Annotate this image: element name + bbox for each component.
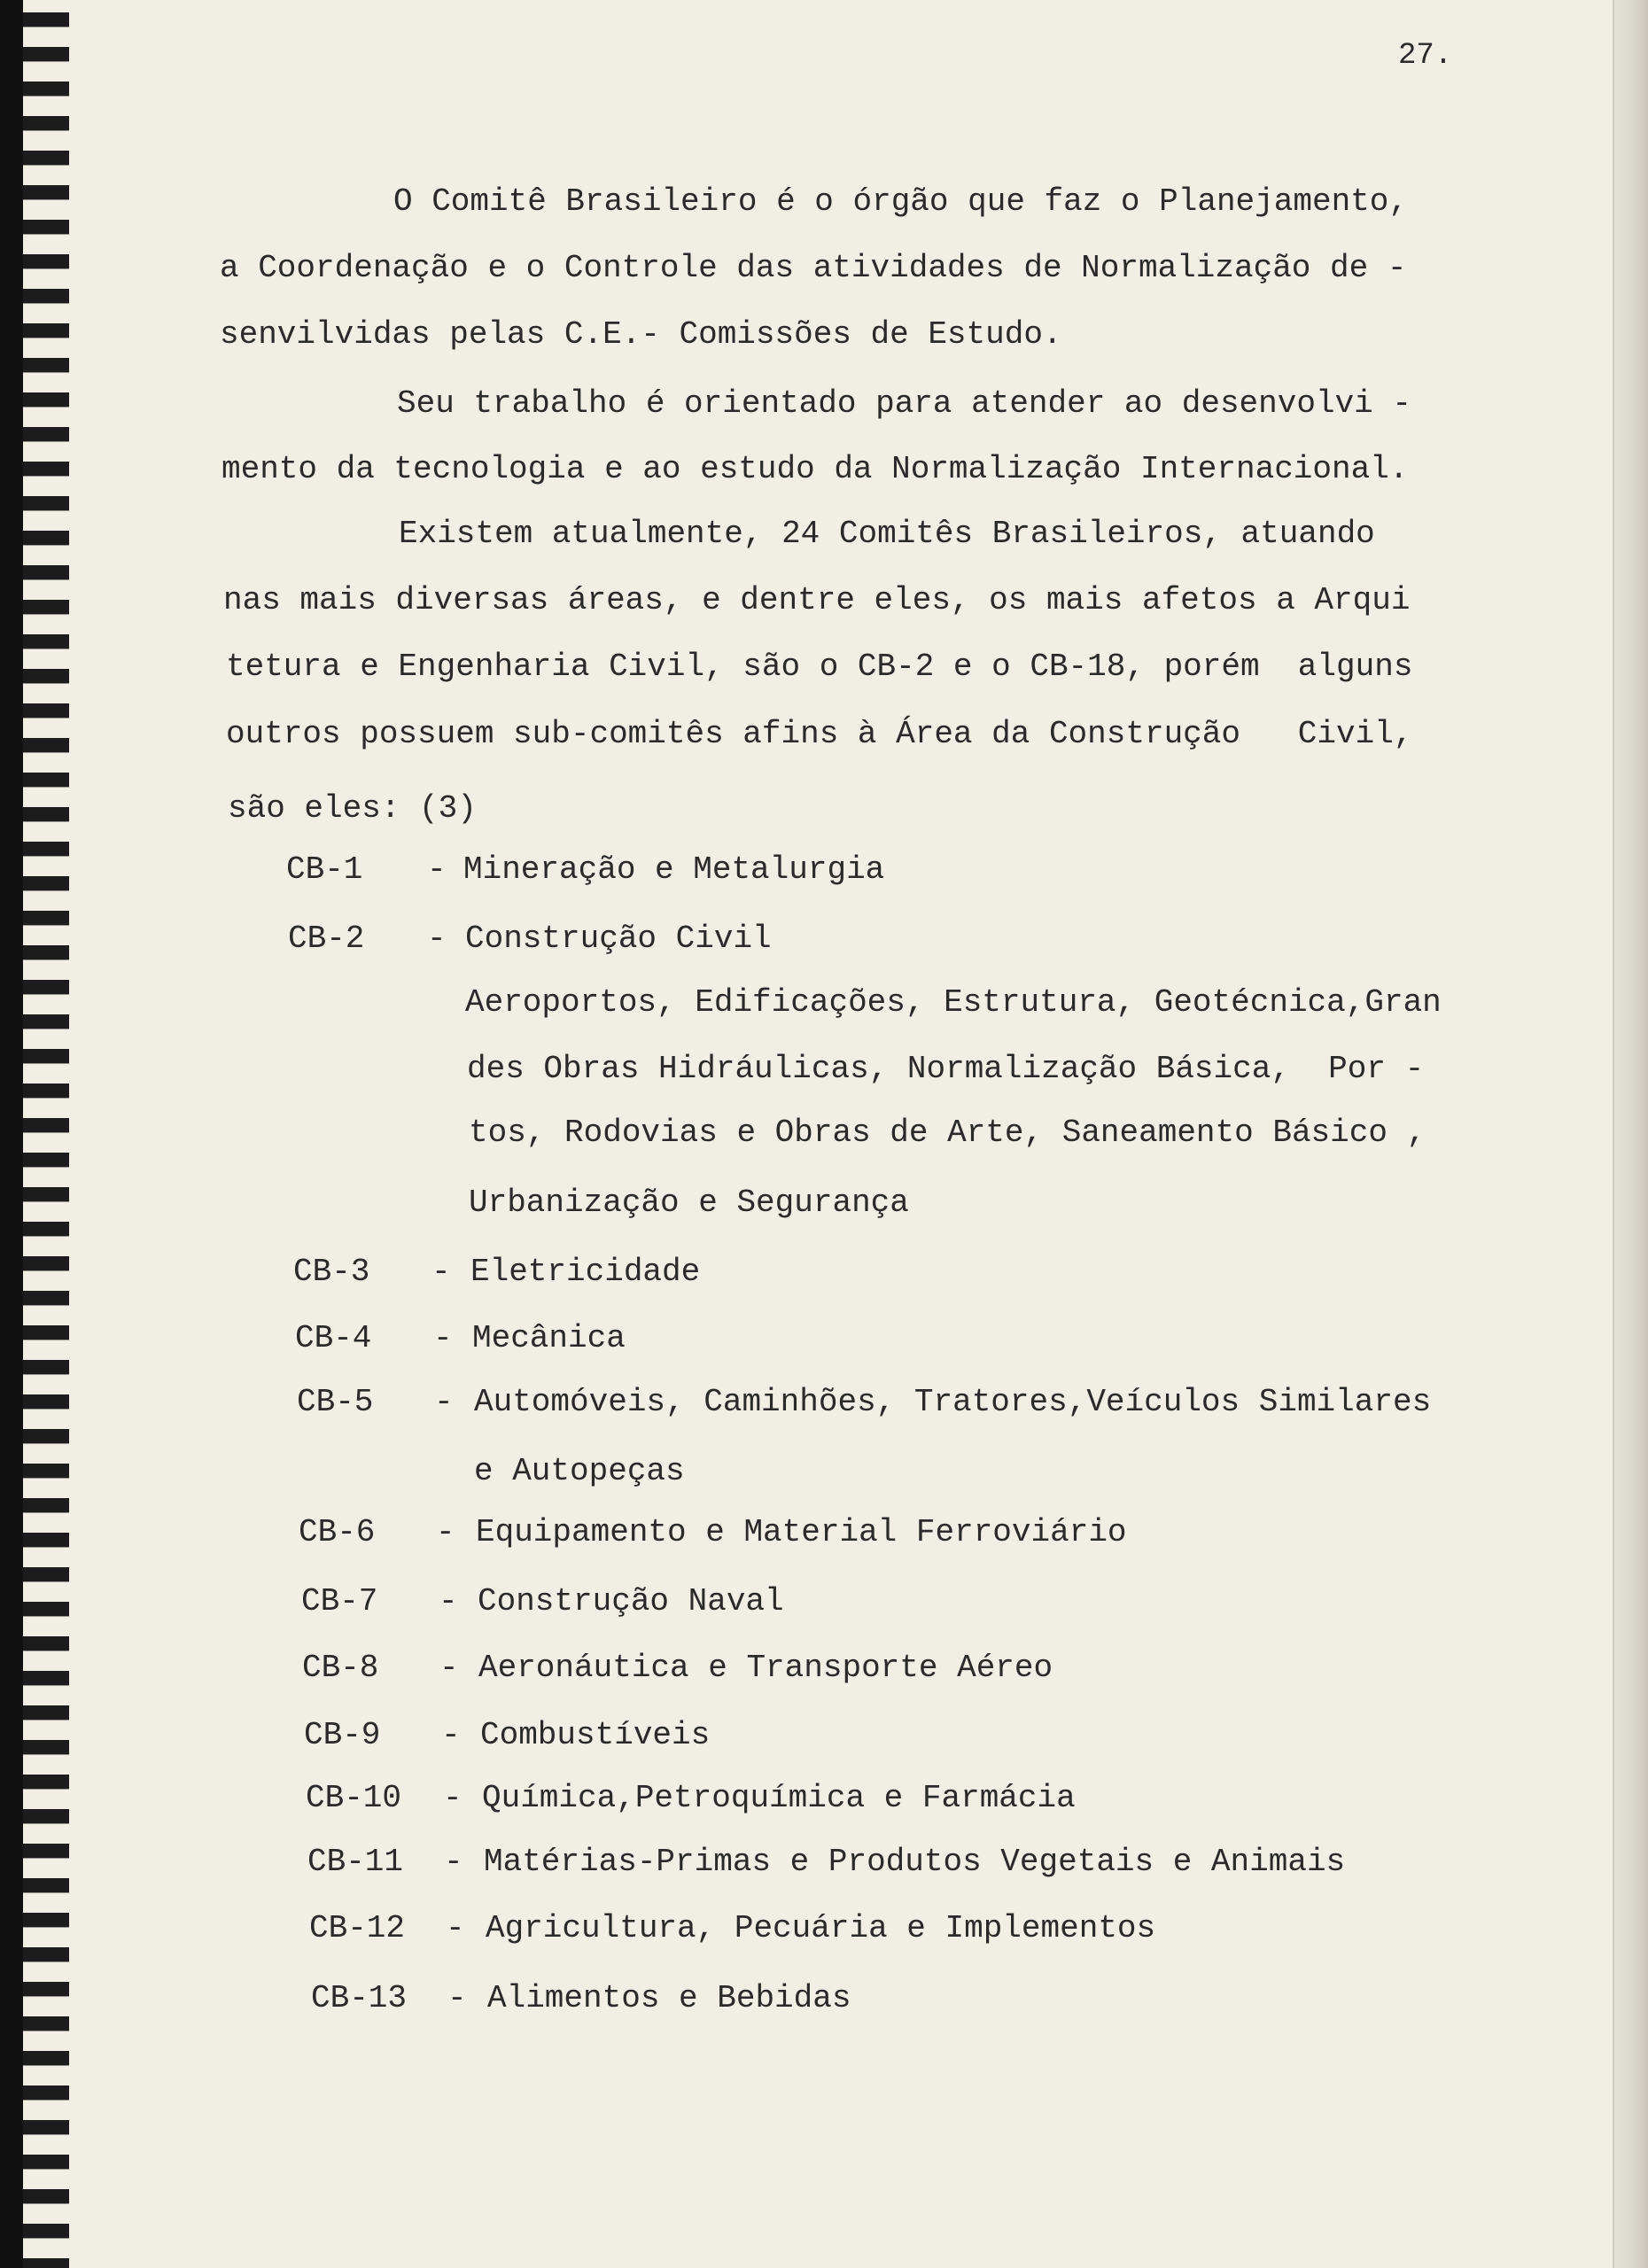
- committee-detail: Aeroportos, Edificações, Estrutura, Geotécnica,Gran: [465, 984, 1442, 1021]
- committee-code: CB-13: [311, 1980, 408, 2016]
- text-line: outros possuem sub-comitês afins à Área da Construção Civil,: [226, 716, 1413, 752]
- dash: -: [443, 1780, 463, 1816]
- committee-code: CB-8: [302, 1650, 379, 1686]
- committee-code: CB-1: [286, 851, 363, 888]
- committee-name: Aeronáutica e Transporte Aéreo: [478, 1650, 1053, 1686]
- text-line: tetura e Engenharia Civil, são o CB-2 e o CB-18, porém alguns: [226, 649, 1413, 685]
- committee-code: CB-9: [304, 1717, 381, 1753]
- dash: -: [434, 1384, 454, 1420]
- text-line: são eles: (3): [228, 790, 477, 827]
- dash: -: [447, 1980, 467, 2016]
- committee-code: CB-3: [293, 1254, 370, 1290]
- dash: -: [427, 851, 447, 888]
- text-line: senvilvidas pelas C.E.- Comissões de Estudo.: [220, 316, 1062, 353]
- committee-name: Alimentos e Bebidas: [487, 1980, 851, 2016]
- committee-code: CB-10: [306, 1780, 402, 1816]
- committee-name: Agricultura, Pecuária e Implementos: [486, 1910, 1156, 1946]
- dash: -: [436, 1514, 455, 1550]
- dash: -: [439, 1583, 458, 1619]
- committee-code: CB-2: [288, 920, 365, 957]
- committee-code: CB-7: [301, 1583, 378, 1619]
- page-number: 27.: [1398, 39, 1453, 73]
- committee-name: Mecânica: [472, 1320, 626, 1356]
- dash: -: [444, 1844, 463, 1880]
- committee-detail: des Obras Hidráulicas, Normalização Básica, Por -: [467, 1051, 1425, 1087]
- committee-name: Mineração e Metalurgia: [463, 851, 885, 888]
- committee-name: Construção Civil: [465, 920, 772, 957]
- committee-code: CB-12: [309, 1910, 406, 1946]
- dash: -: [427, 920, 447, 957]
- dash: -: [433, 1320, 453, 1356]
- committee-name: Equipamento e Material Ferroviário: [476, 1514, 1127, 1550]
- text-line: O Comitê Brasileiro é o órgão que faz o Planejamento,: [393, 183, 1408, 220]
- committee-code: CB-6: [299, 1514, 376, 1550]
- text-line: mento da tecnologia e ao estudo da Normalização Internacional.: [222, 451, 1409, 487]
- committee-name: Automóveis, Caminhões, Tratores,Veículos Similares: [474, 1384, 1432, 1420]
- committee-name: Eletricidade: [470, 1254, 701, 1290]
- text-line: a Coordenação e o Controle das atividades de Normalização de -: [220, 250, 1407, 286]
- text-line: nas mais diversas áreas, e dentre eles, os mais afetos a Arqui: [223, 582, 1411, 618]
- text-line: Existem atualmente, 24 Comitês Brasileiros, atuando: [399, 516, 1375, 552]
- committee-code: CB-11: [307, 1844, 404, 1880]
- dash: -: [439, 1650, 459, 1686]
- committee-detail: Urbanização e Segurança: [469, 1184, 909, 1221]
- text-line: Seu trabalho é orientado para atender ao desenvolvi -: [397, 385, 1411, 422]
- committee-name: Construção Naval: [478, 1583, 784, 1619]
- committee-detail: tos, Rodovias e Obras de Arte, Saneamento Básico ,: [469, 1115, 1426, 1151]
- dash: -: [446, 1910, 465, 1946]
- dash: -: [441, 1717, 461, 1753]
- committee-code: CB-5: [297, 1384, 374, 1420]
- committee-detail: e Autopeças: [474, 1453, 685, 1489]
- dash: -: [431, 1254, 451, 1290]
- committee-name: Química,Petroquímica e Farmácia: [482, 1780, 1076, 1816]
- page-edge: [1613, 0, 1648, 2268]
- committee-name: Matérias-Primas e Produtos Vegetais e Animais: [484, 1844, 1346, 1880]
- committee-name: Combustíveis: [480, 1717, 711, 1753]
- spiral-binding: [0, 0, 69, 2268]
- committee-code: CB-4: [295, 1320, 372, 1356]
